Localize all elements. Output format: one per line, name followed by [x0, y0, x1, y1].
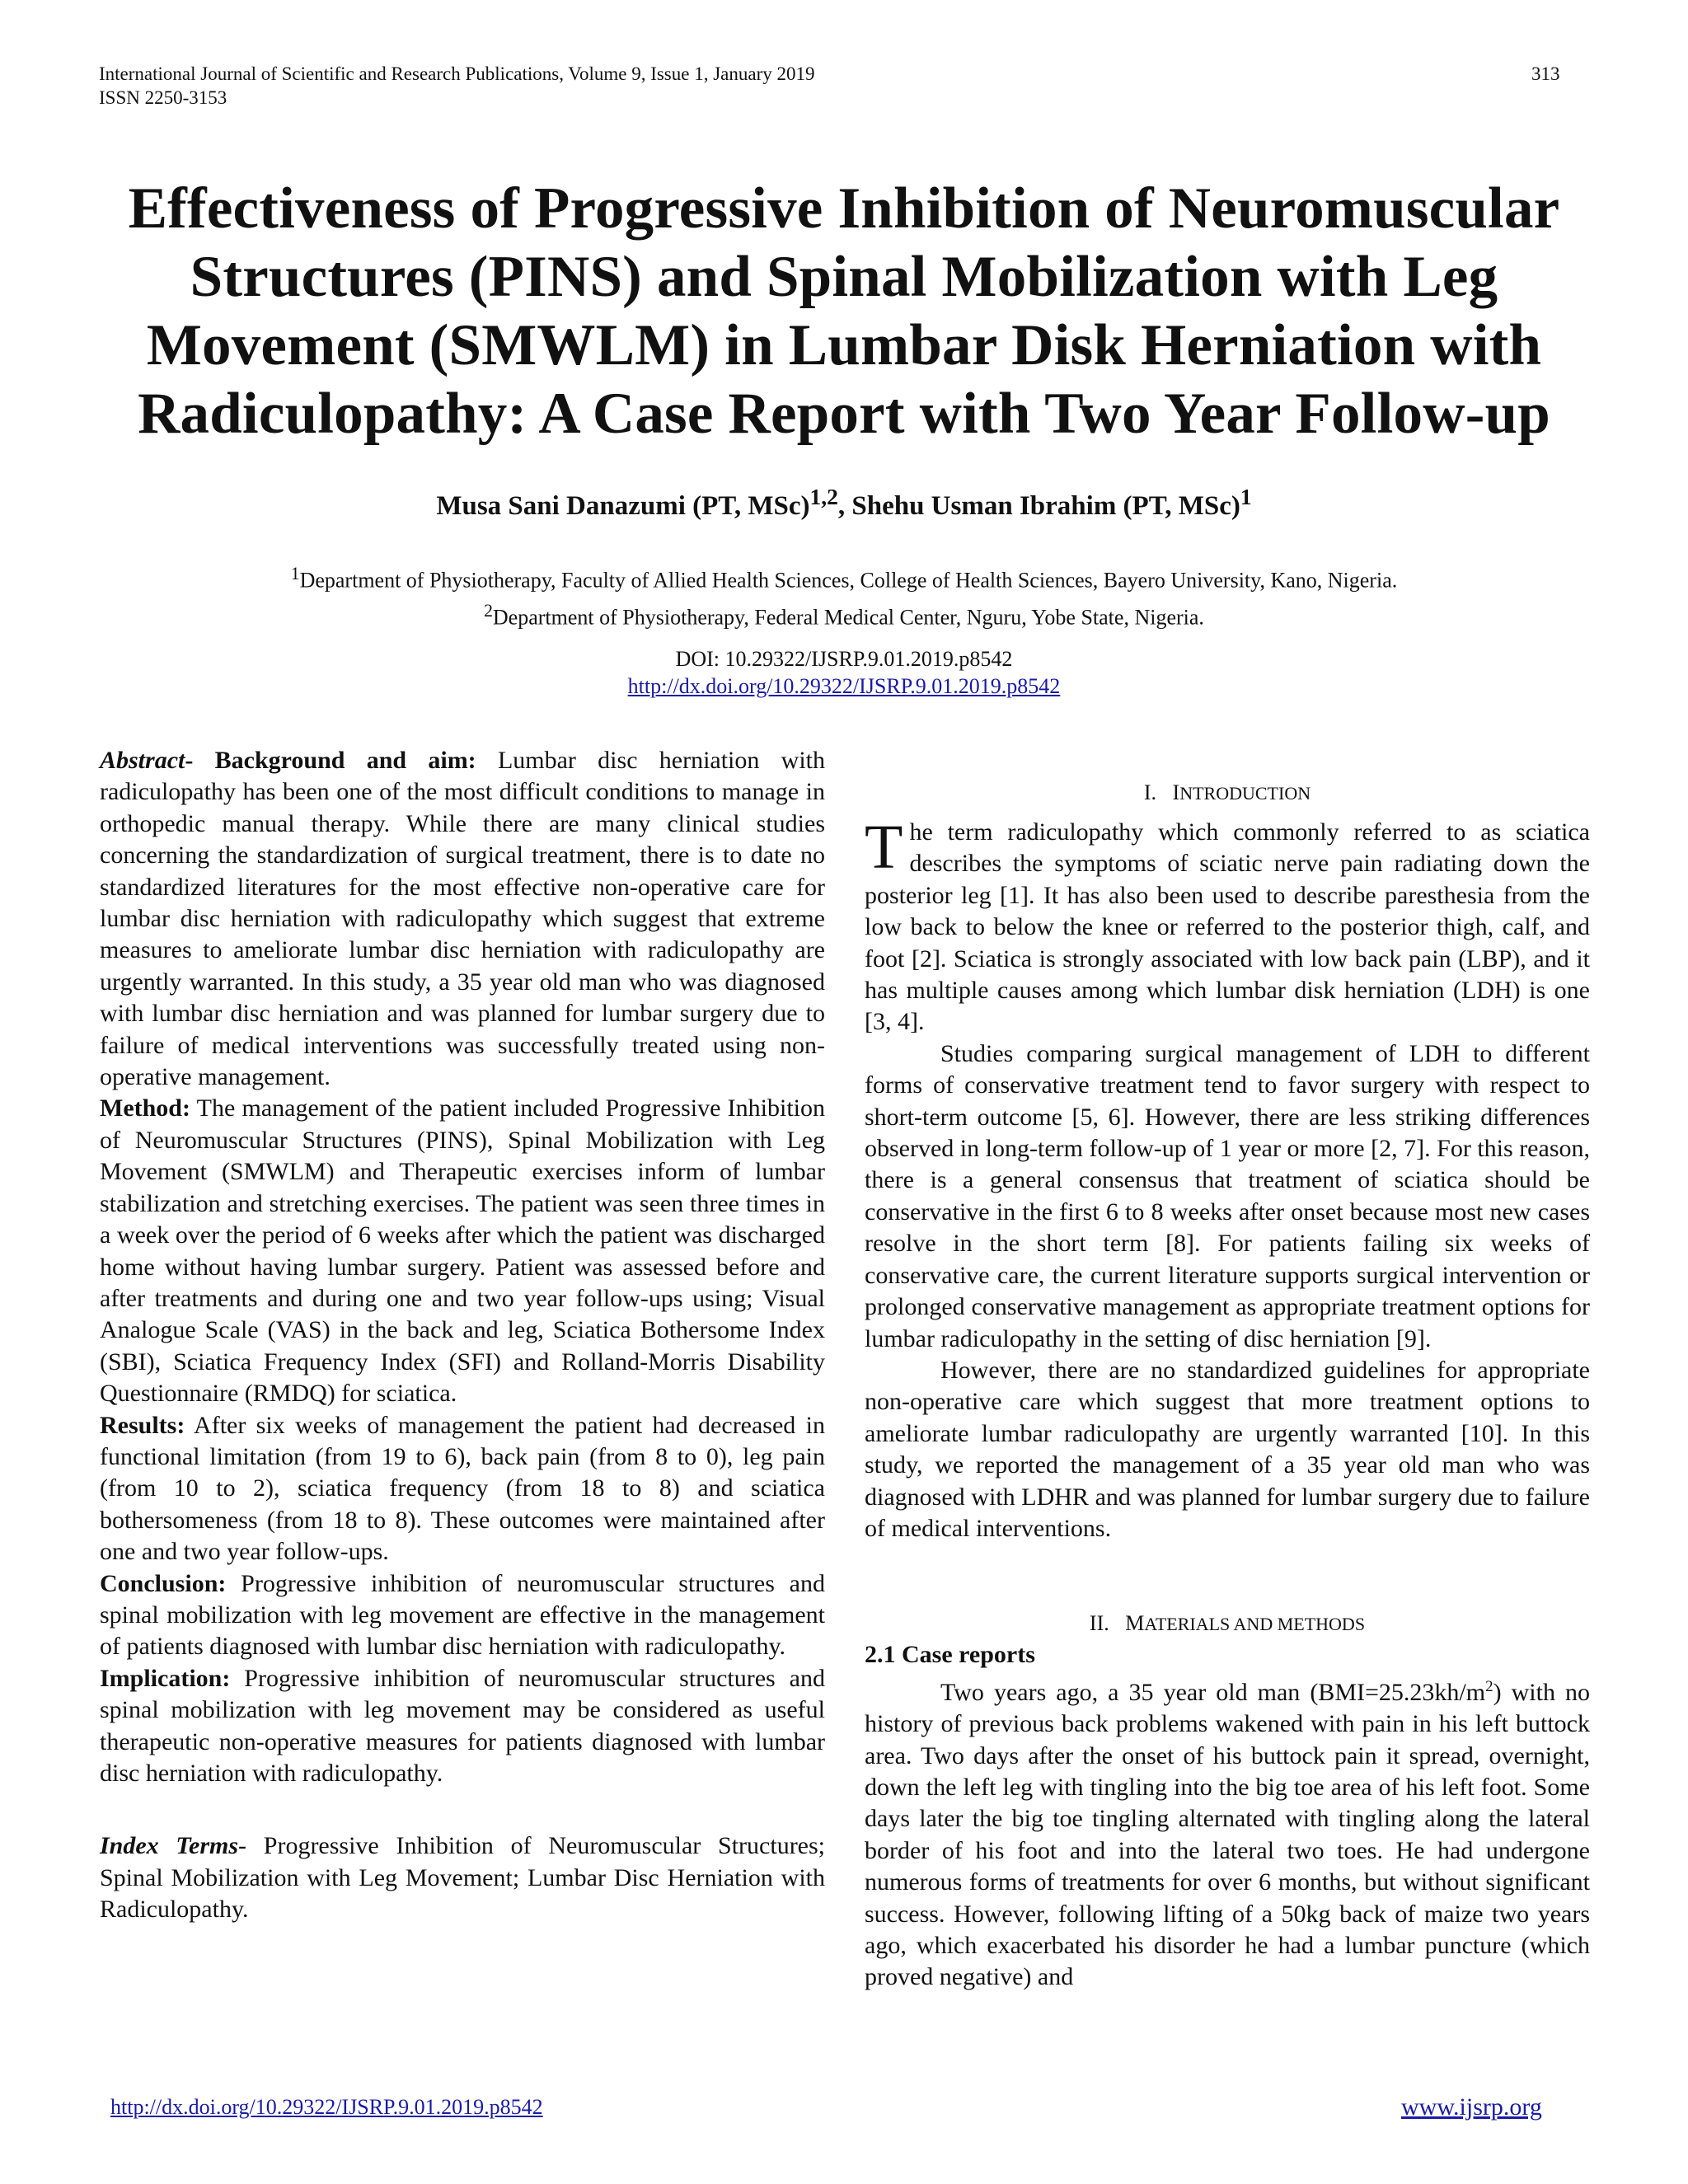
index-terms [100, 1830, 825, 1925]
subsection-heading [865, 1639, 1590, 1671]
title-line: Movement (SMWLM) in Lumbar Disk Herniation with [146, 313, 1542, 377]
background-text: Lumbar disc herniation with radiculopathy has been one of the most difficult conditions to manage in orthopedic manual therapy. While there are many clinical studies concerning the standardization of surgical treatment, there is to date no standardized literatures for the most effective non-operative care for lumbar disc herniation with radiculopathy which suggest that extreme measures to ameliorate lumbar disc herniation with radiculopathy are urgently warranted. In this study, a 35 year old man who was diagnosed with lumbar disc herniation and was planned for lumbar surgery due to failure of medical interventions was successfully treated using non-operative management. [100, 747, 825, 1091]
author-name: Musa Sani Danazumi (PT, MSc) [436, 491, 810, 521]
author-name: Shehu Usman Ibrahim (PT, MSc) [851, 491, 1240, 521]
abstract-implication [100, 1663, 825, 1790]
affiliation-line [82, 559, 1606, 596]
subsection-heading-text: 2.1 Case reports [865, 1641, 1035, 1669]
method-text: The management of the patient included Progressive Inhibition of Neuromuscular Structures (PINS), Spinal Mobilization with Leg Movement (SMWLM) and Therapeutic exercises inform of lumbar stabilization and stretching exercises. The patient was seen three times in a week over the period of 6 weeks after which the patient was discharged home without having lumbar surgery. Patient was assessed before and after treatments and during one and two year follow-ups using; Visual Analogue Scale (VAS) in the back and leg, Sciatica Bothersome Index (SBI), Sciatica Frequency Index (SFI) and Rolland-Morris Disability Questionnaire (RMDQ) for sciatica. [100, 1094, 825, 1408]
abstract-label: Abstract [100, 747, 185, 774]
drop-cap: T [865, 813, 903, 882]
background-label: Background and aim: [214, 747, 476, 774]
section-heading-methods [865, 1609, 1590, 1639]
page-number: 313 [1531, 63, 1560, 84]
title-line: Effectiveness of Progressive Inhibition of Neuromuscular [128, 176, 1560, 241]
doi-label: DOI: 10.29322/IJSRP.9.01.2019.p8542 [675, 647, 1013, 671]
title-line: Radiculopathy: A Case Report with Two Year Follow-up [138, 382, 1550, 446]
author-affil-sup: 1,2 [809, 484, 838, 509]
abstract-results [100, 1410, 825, 1568]
affiliation-sup: 1 [290, 564, 300, 583]
affiliations [82, 559, 1606, 632]
case-report-text-a: Two years ago, a 35 year old man (BMI=25.23kh/m [940, 1678, 1486, 1706]
method-label: Method: [100, 1094, 190, 1122]
intro-paragraph-3: However, there are no standardized guidelines for appropriate non-operative care which suggest that more treatment options to ameliorate lumbar radiculopathy are urgently warranted [10]. In this study, we reported the management of a 35 year old man who was diagnosed with LDHR and was planned for lumbar surgery due to failure of medical interventions. [865, 1356, 1590, 1542]
abstract-dash: - [185, 747, 215, 774]
affiliation-sup: 2 [484, 600, 493, 621]
author-affil-sup: 1 [1240, 484, 1252, 509]
footer-site-link[interactable]: www.ijsrp.org [1401, 2093, 1542, 2121]
intro-paragraph-2: Studies comparing surgical management of LDH to different forms of conservative treatment tend to favor surgery with respect to short-term outcome [5, 6]. However, there are less striking differences observed in long-term follow-up of 1 year or more [2, 7]. For this reason, there is a general consensus that treatment of sciatica should be conservative in the first 6 to 8 weeks after onset because most new cases resolve in the short term [8]. For patients failing six weeks of conservative care, the current literature supports surgical intervention or prolonged conservative management as appropriate treatment options for lumbar radiculopathy in the setting of disc herniation [9]. [865, 1039, 1590, 1352]
intro-paragraph-1-text: he term radiculopathy which commonly referred to as sciatica describes the symptoms of sciatic nerve pain radiating down the posterior leg [1]. It has also been used to describe paresthesia from the low back to below the knee or referred to the posterior thigh, calf, and foot [2]. Sciatica is strongly associated with low back pain (LBP), and it has multiple causes among which lumbar disk herniation (LDH) is one [3, 4]. [865, 818, 1590, 1036]
section-heading-rest: ATERIALS AND METHODS [1144, 1614, 1366, 1635]
conclusion-text: Progressive inhibition of neuromuscular structures and spinal mobilization with leg movement are effective in the management of patients diagnosed with lumbar disc herniation with radiculopathy. [100, 1569, 825, 1661]
section-number: I. [1143, 780, 1157, 804]
section-number: II. [1089, 1611, 1109, 1636]
abstract-background [100, 745, 825, 1093]
section-heading-introduction [865, 778, 1590, 808]
running-header-journal: International Journal of Scientific and Research Publications, Volume 9, Issue 1, January 2019 [99, 63, 815, 84]
implication-text: Progressive inhibition of neuromuscular structures and spinal mobilization with leg movement may be considered as useful therapeutic non-operative measures for patients diagnosed with lumbar disc herniation with radiculopathy. [100, 1664, 825, 1787]
author-separator: , [837, 491, 852, 521]
doi-link[interactable]: http://dx.doi.org/10.29322/IJSRP.9.01.2019.p8542 [627, 674, 1061, 698]
doi-block [82, 645, 1606, 700]
left-column [100, 745, 825, 1926]
section-heading-initial: M [1125, 1611, 1145, 1636]
affiliation-line [82, 596, 1606, 633]
title-line: Structures (PINS) and Spinal Mobilization with Leg [190, 245, 1498, 309]
case-report-sup: 2 [1485, 1677, 1493, 1695]
footer-doi-link[interactable]: http://dx.doi.org/10.29322/IJSRP.9.01.2019.p8542 [110, 2095, 543, 2119]
section-heading-rest: NTRODUCTION [1179, 783, 1311, 804]
abstract-method [100, 1093, 825, 1409]
results-label: Results: [100, 1411, 185, 1439]
running-header-issn: ISSN 2250-3153 [99, 87, 227, 108]
results-text: After six weeks of management the patient had decreased in functional limitation (from 19 to 6), back pain (from 8 to 0), leg pain (from 10 to 2), sciatica frequency (from 18 to 8) and sciatica bothersomeness (from 18 to 8). These outcomes were maintained after one and two year follow-ups. [100, 1411, 825, 1566]
right-column [865, 778, 1590, 1994]
case-report-paragraph [865, 1671, 1590, 1994]
index-terms-label: Index Terms [100, 1832, 239, 1860]
index-terms-text: - Progressive Inhibition of Neuromuscular Structures; Spinal Mobilization with Leg Movement; Lumbar Disc Herniation with Radiculopathy. [100, 1832, 826, 1924]
intro-paragraph-1 [865, 813, 1590, 1038]
affiliation-text: Department of Physiotherapy, Federal Medical Center, Nguru, Yobe State, Nigeria. [492, 605, 1204, 630]
author-list [82, 480, 1606, 523]
affiliation-text: Department of Physiotherapy, Faculty of Allied Health Sciences, College of Health Sciences, Bayero University, Kano, Nigeria. [299, 568, 1398, 593]
case-report-text-b: ) with no history of previous back problems wakened with pain in his left buttock area. Two days after the onset of his buttock pain it spread, overnight, down the left leg with tingling into the big toe area of his left foot. Some days later the big toe tingling alternated with tingling along the lateral border of his foot and into the lateral two toes. He had undergone numerous forms of treatments for over 6 months, but without significant success. However, following lifting of a 50kg back of maize two years ago, which exacerbated his disorder he had a lumbar puncture (which proved negative) and [865, 1678, 1591, 1991]
implication-label: Implication: [100, 1664, 231, 1692]
section-heading-initial: I [1172, 780, 1180, 804]
conclusion-label: Conclusion: [100, 1569, 227, 1597]
abstract-conclusion [100, 1568, 825, 1663]
paper-title [82, 175, 1606, 448]
